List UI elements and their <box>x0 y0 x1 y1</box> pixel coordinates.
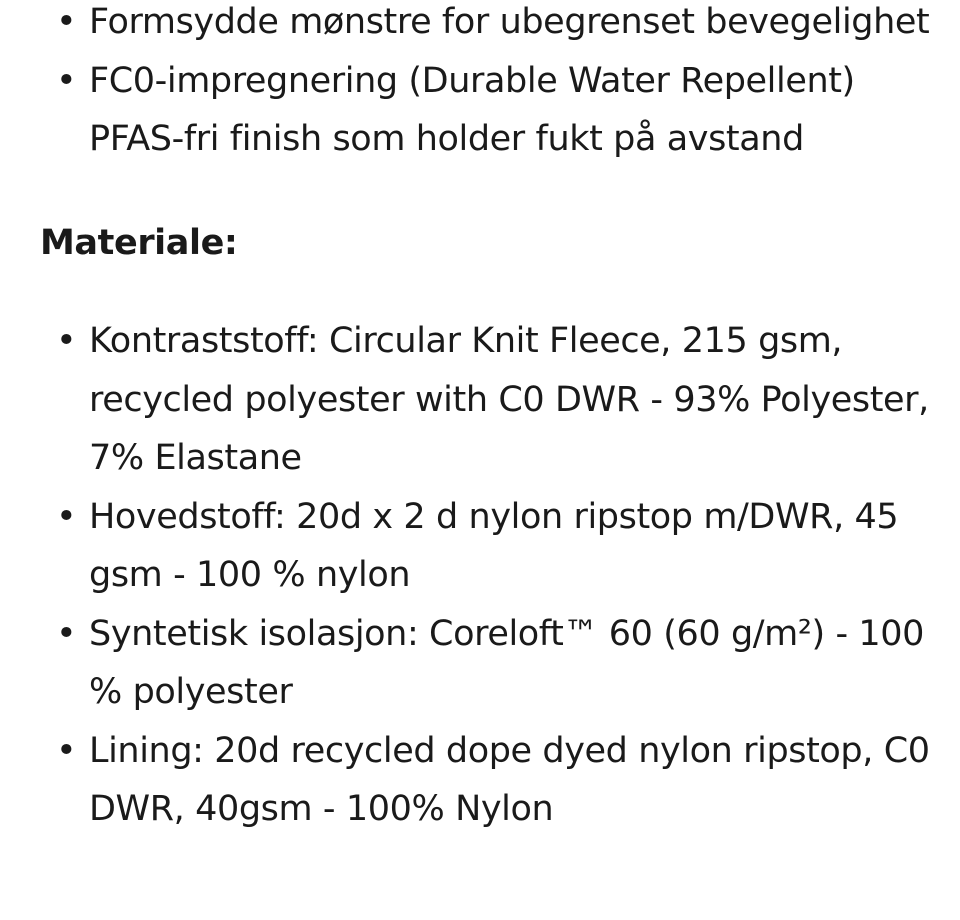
material-text: Lining: 20d recycled dope dyed nylon ripstop, C0 DWR, 40gsm - 100% Nylon <box>89 730 930 829</box>
bullet-icon: • <box>56 60 77 101</box>
list-item <box>0 488 960 605</box>
materials-list <box>0 312 960 839</box>
bullet-icon: • <box>56 730 77 771</box>
list-item <box>0 0 960 52</box>
bullet-icon: • <box>56 2 77 42</box>
bullet-icon: • <box>56 613 77 654</box>
bullet-icon: • <box>56 496 77 537</box>
list-item <box>0 52 960 169</box>
material-text: Syntetisk isolasjon: Coreloft™ 60 (60 g/m²) - 100 % polyester <box>89 613 925 712</box>
features-list <box>0 0 960 169</box>
bullet-icon: • <box>56 321 77 361</box>
list-item <box>0 605 960 722</box>
list-item <box>0 312 960 488</box>
materials-heading: Materiale: <box>40 223 238 263</box>
feature-text: Formsydde mønstre for ubegrenset bevegelighet <box>89 2 930 42</box>
list-item <box>0 722 960 839</box>
feature-text: FC0-impregnering (Durable Water Repellent) PFAS-fri finish som holder fukt på avstand <box>89 60 855 159</box>
material-text: Hovedstoff: 20d x 2 d nylon ripstop m/DWR, 45 gsm - 100 % nylon <box>89 496 899 595</box>
material-text: Kontraststoff: Circular Knit Fleece, 215 gsm, recycled polyester with C0 DWR - 93% Polyester, 7% Elastane <box>89 321 929 478</box>
